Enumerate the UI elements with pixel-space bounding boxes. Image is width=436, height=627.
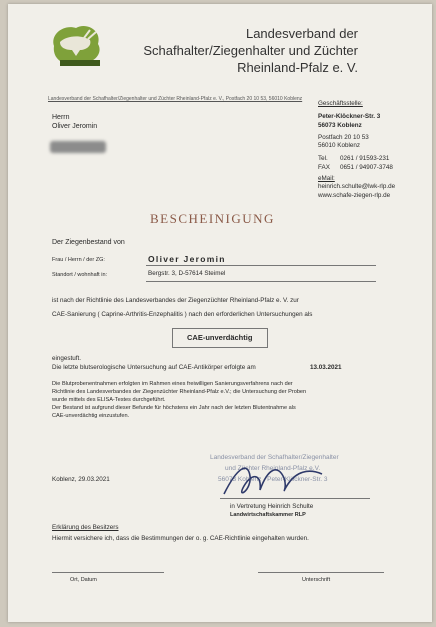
proxy-line: in Vertretung Heinrich Schulte <box>230 503 314 510</box>
tel-label: Tel. <box>318 155 328 162</box>
declaration-text: Hiermit versichere ich, dass die Bestimmungen der o. g. CAE-Richtlinie eingehalten wurden. <box>52 535 309 542</box>
intro-text: Der Ziegenbestand von <box>52 239 125 246</box>
stamp-line-2: und Züchter Rheinland-Pfalz e.V. <box>225 465 321 472</box>
location-value: Bergstr. 3, D-57614 Steimel <box>148 270 226 277</box>
letterhead-line-1: Landesverband der <box>245 26 358 41</box>
email-value: heinrich.schulte@lwk-rlp.de <box>318 183 396 190</box>
location-label: Standort / wohnhaft in: <box>52 272 108 278</box>
sender-line: Landesverband der Schafhalter/Ziegenhalter und Züchter Rheinland-Pfalz e. V., Postfach 20 10 53, 56010 Koblenz <box>48 96 303 102</box>
owner-value: Oliver Jeromin <box>148 254 226 264</box>
place-date: Koblenz, 29.03.2021 <box>52 476 110 483</box>
paragraph-2-line-5: CAE-unverdächtig einzustufen. <box>52 413 130 419</box>
chamber-name: Landwirtschaftskammer RLP <box>230 512 306 518</box>
paragraph-2-line-1: Die Blutprobenentnahmen erfolgten im Rahmen eines freiwilligen Sanierungsverfahrens nach der <box>52 381 293 387</box>
letterhead-line-3: Rheinland-Pfalz e. V. <box>237 60 358 75</box>
tel-value: 0261 / 91593-231 <box>340 155 390 162</box>
office-label: Geschäftsstelle: <box>318 100 363 107</box>
office-street: Peter-Klöckner-Str. 3 <box>318 113 381 120</box>
paragraph-1-line-2: CAE-Sanierung ( Caprine-Arthritis-Enzephalitis ) nach den erforderlichen Untersuchungen als <box>52 311 313 318</box>
recipient-salutation: Herrn <box>52 114 70 121</box>
last-test-text: Die letzte blutserologische Untersuchung auf CAE-Antikörper erfolgte am <box>52 364 256 371</box>
paragraph-2-line-2: Richtlinie des Landesverbandes der Ziegenzüchter Rheinland-Pfalz e.V.; die Untersuchung der Proben <box>52 389 307 395</box>
signature-line <box>220 498 370 499</box>
paragraph-2-line-4: Der Bestand ist aufgrund dieser Befunde für höchstens ein Jahr nach der letzten Blutentnahme als <box>52 405 296 411</box>
office-postbox: Postfach 20 10 53 <box>318 134 369 141</box>
date-signature-line <box>52 572 164 573</box>
office-city: 56073 Koblenz <box>318 122 362 129</box>
paragraph-2 <box>52 380 306 420</box>
stamp-line-1: Landesverband der Schafhalter/Ziegenhalter <box>210 454 339 461</box>
email-label: eMail: <box>318 175 335 182</box>
owner-underline <box>146 265 376 266</box>
status-value: CAE-unverdächtig <box>187 333 253 342</box>
owner-signature-line <box>258 572 384 573</box>
stamp-line-3: 56073 Koblenz · Peter-Klöckner-Str. 3 <box>218 476 328 483</box>
declaration-label: Erklärung des Besitzers <box>52 524 119 531</box>
fax-label: FAX <box>318 164 330 171</box>
letterhead-line-2: Schafhalter/Ziegenhalter und Züchter <box>143 43 358 58</box>
location-underline <box>146 281 376 282</box>
document-title: BESCHEINIGUNG <box>150 211 275 226</box>
website: www.schafe-ziegen-rlp.de <box>318 192 391 199</box>
last-test-date: 13.03.2021 <box>310 364 342 371</box>
paragraph-1-line-1: ist nach der Richtlinie des Landesverbandes der Ziegenzüchter Rheinland-Pfalz e. V. zur <box>52 297 299 304</box>
owner-label: Frau / Herrn / der ZG: <box>52 257 105 263</box>
footer-signature: Unterschrift <box>302 577 331 583</box>
paragraph-2-line-3: wurde mittels des ELISA-Testes durchgeführt. <box>52 397 166 403</box>
footer-place-date: Ort, Datum <box>70 577 97 583</box>
redacted-address <box>50 141 106 153</box>
goat-logo <box>46 20 106 70</box>
eingestuft-text: eingestuft. <box>52 355 82 362</box>
recipient-name: Oliver Jeromin <box>52 123 98 130</box>
office-postcity: 56010 Koblenz <box>318 142 361 149</box>
fax-value: 0651 / 94907-3748 <box>340 164 393 171</box>
